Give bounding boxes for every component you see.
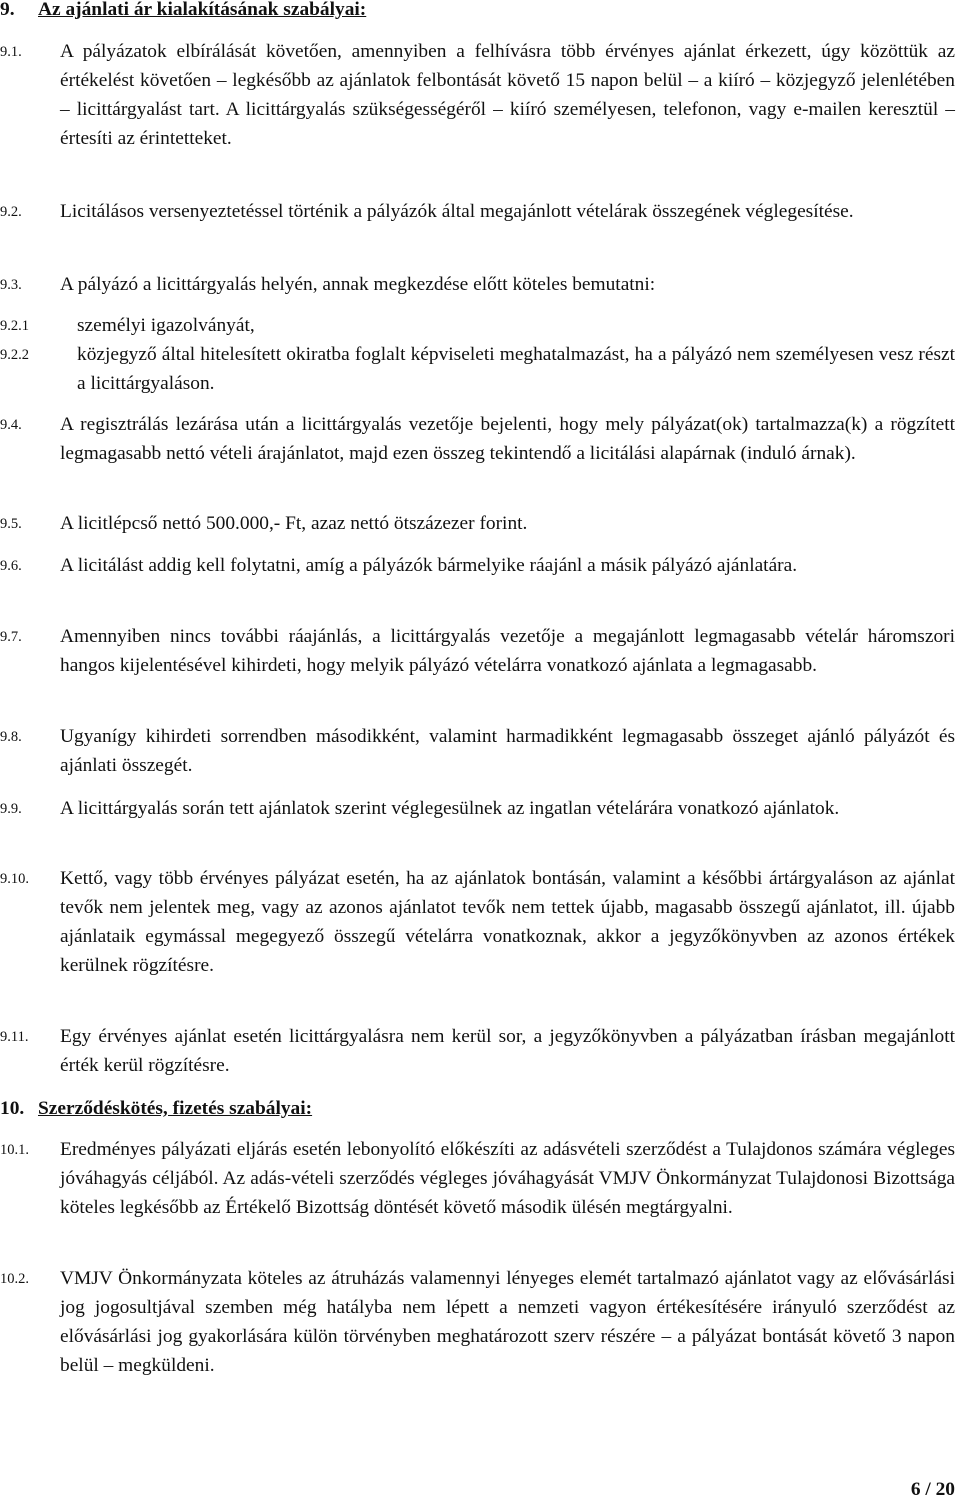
paragraph-number: 10.2. [0, 1271, 29, 1287]
paragraph-text: Eredményes pályázati eljárás esetén lebonyolító előkészíti az adásvételi szerződést a Tulajdonos számára végleges jóváhagyás céljából. Az adás-vételi szerződés végleges jóváhagyását VMJV Önkormányzat Tulajdonosi Bizottsága köteles legkésőbb az Értékelő Bizottság döntését követő második ülésén megtárgyalni. [60, 1139, 955, 1218]
paragraph-number: 9.10. [0, 871, 29, 887]
paragraph-number: 9.6. [0, 558, 22, 574]
section-10-title: Szerződéskötés, fizetés szabályai: [38, 1098, 313, 1119]
paragraph-9-3 [0, 270, 955, 299]
paragraph-text: A licitlépcső nettó 500.000,- Ft, azaz nettó ötszázezer forint. [60, 513, 528, 534]
paragraph-number: 9.8. [0, 729, 22, 745]
paragraph-text: A pályázó a licittárgyalás helyén, annak megkezdése előtt köteles bemutatni: [60, 274, 656, 295]
paragraph-9-10 [0, 864, 955, 980]
paragraph-9-8 [0, 722, 955, 780]
subitem-number: 9.2.1 [0, 318, 29, 334]
paragraph-text: VMJV Önkormányzata köteles az átruházás valamennyi lényeges elemét tartalmazó ajánlatot vagy az elővásárlási jog jogosultjával szemben még hatályba nem lépett a nemzeti vagyon értékesítésére irányuló szerződést az elővásárlási jog gyakorlására külön törvényben meghatározott szerv részére – a pályázat bontását követő 3 napon belül – megküldeni. [60, 1268, 955, 1376]
subitem-text: közjegyző által hitelesített okiratba foglalt képviseleti meghatalmazást, ha a pályázó nem személyesen vesz részt a licittárgyaláson. [77, 344, 955, 394]
paragraph-9-1 [0, 37, 955, 153]
subitem-text: személyi igazolványát, [77, 315, 255, 336]
paragraph-text: A regisztrálás lezárása után a licittárgyalás vezetője bejelenti, hogy mely pályázat(ok) tartalmazza(k) a rögzített legmagasabb nettó vételi árajánlatot, majd ezen összeg tekintendő a licitálási alapárnak (induló árnak). [60, 414, 955, 464]
paragraph-number: 9.4. [0, 417, 22, 433]
paragraph-text: Licitálásos versenyeztetéssel történik a pályázók által megajánlott vételárak összegének véglegesítése. [60, 201, 854, 222]
paragraph-10-1 [0, 1135, 955, 1222]
paragraph-number: 9.7. [0, 629, 22, 645]
paragraph-10-2 [0, 1264, 955, 1380]
paragraph-number: 9.11. [0, 1029, 29, 1045]
paragraph-number: 9.1. [0, 44, 22, 60]
paragraph-9-2 [0, 197, 955, 226]
paragraph-number: 9.3. [0, 277, 22, 293]
section-10-number: 10. [0, 1098, 25, 1119]
paragraph-9-9 [0, 794, 955, 823]
section-9-heading [0, 0, 366, 24]
section-9-title: Az ajánlati ár kialakításának szabályai: [38, 0, 367, 20]
paragraph-9-7 [0, 622, 955, 680]
paragraph-text: Amennyiben nincs további ráajánlás, a licittárgyalás vezetője a megajánlott legmagasabb vételár háromszori hangos kijelentésével kihirdeti, hogy melyik pályázó vételárra vonatkozó ajánlata a legmagasabb. [60, 626, 955, 676]
paragraph-text: A pályázatok elbírálását követően, amennyiben a felhívásra több érvényes ajánlat érkezett, úgy közöttük az értékelést követően – legkésőbb az ajánlatok felbontását követő 15 napon belül – a kiíró – közjegyző jelenlétében – licittárgyalást tart. A licittárgyalás szükségességéről – kiíró személyesen, telefonon, vagy e-mailen keresztül – értesíti az érintetteket. [60, 41, 955, 149]
paragraph-text: A licitálást addig kell folytatni, amíg a pályázók bármelyike ráajánl a másik pályázó ajánlatára. [60, 555, 798, 576]
section-9-number: 9. [0, 0, 15, 20]
paragraph-number: 9.2. [0, 204, 22, 220]
page-number: 6 / 20 [910, 1479, 955, 1500]
subitem-9-2-1 [0, 311, 955, 340]
subitem-9-2-2 [0, 340, 955, 398]
subitem-number: 9.2.2 [0, 347, 29, 363]
paragraph-text: Kettő, vagy több érvényes pályázat esetén, ha az ajánlatok bontásán, valamint a későbbi ártárgyaláson az ajánlat tevők nem jelentek meg, vagy az azonos ajánlatot tevők nem tettek újabb, magasabb összegű ajánlatot, ill. újabb ajánlataik egymással megegyező összegű vételárra vonatkoznak, akkor a jegyzőkönyvben az azonos értékek kerülnek rögzítésre. [60, 868, 955, 976]
paragraph-text: A licittárgyalás során tett ajánlatok szerint véglegesülnek az ingatlan vételárára vonatkozó ajánlatok. [60, 798, 840, 819]
paragraph-9-11 [0, 1022, 955, 1080]
paragraph-number: 9.9. [0, 801, 22, 817]
paragraph-9-4 [0, 410, 955, 468]
paragraph-number: 10.1. [0, 1142, 29, 1158]
paragraph-number: 9.5. [0, 516, 22, 532]
paragraph-text: Egy érvényes ajánlat esetén licittárgyalásra nem kerül sor, a jegyzőkönyvben a pályázatban írásban megajánlott érték kerül rögzítésre. [60, 1026, 955, 1076]
section-10-heading [0, 1094, 312, 1123]
paragraph-9-5 [0, 509, 955, 538]
paragraph-text: Ugyanígy kihirdeti sorrendben másodikként, valamint harmadikként legmagasabb összeget ajánló pályázót és ajánlati összegét. [60, 726, 955, 776]
paragraph-9-6 [0, 551, 955, 580]
